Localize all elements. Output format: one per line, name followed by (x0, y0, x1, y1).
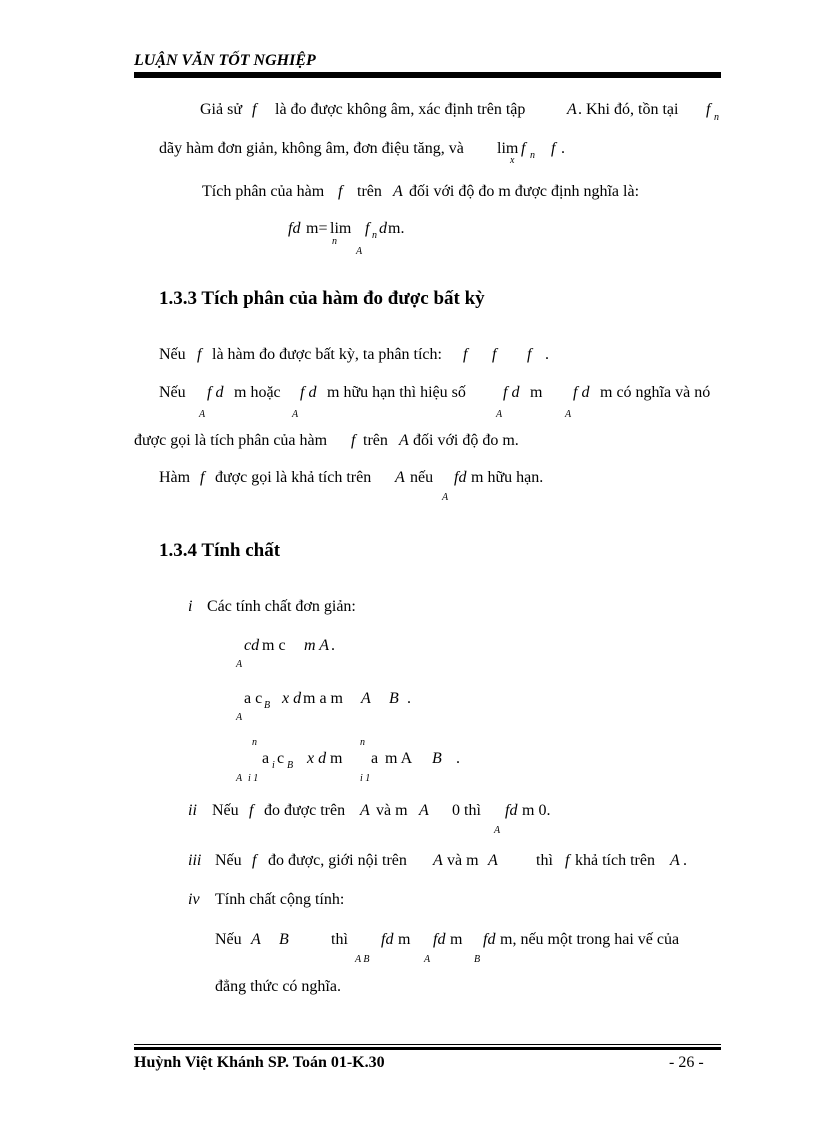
section-133-title: 1.3.3 Tích phân của hàm đo được bất kỳ (159, 288, 485, 309)
f1-d: d (379, 220, 387, 237)
iv-A: A (251, 931, 261, 948)
p2-f: f (551, 140, 556, 157)
s133-l2m4: m có nghĩa và nó (600, 384, 711, 401)
iii-d: thì (536, 852, 553, 869)
f1-lim: lim (330, 220, 352, 237)
p2-x: x (510, 155, 515, 166)
e2-ac: a c (244, 690, 263, 707)
e3-a: a (262, 750, 270, 767)
p2-fn: f (521, 140, 526, 157)
s133-A1: A (199, 409, 206, 420)
s133-l2a: Nếu (159, 384, 186, 401)
footer-rule-thick (134, 1047, 721, 1050)
s133-l2f3: f d (503, 384, 520, 401)
e2-B-sub: B (264, 700, 271, 711)
e2-m: m a m (303, 690, 343, 707)
s133-l2f4: f d (573, 384, 590, 401)
e3-mA: m A (385, 750, 413, 767)
iv-B-under: B (474, 954, 481, 965)
header-rule (134, 72, 721, 78)
s133-l1end: . (545, 346, 549, 363)
e3-c: c (277, 750, 285, 767)
s133-l2f1: f d (207, 384, 224, 401)
e3-end: . (456, 750, 460, 767)
s133-l1b: là hàm đo được bất kỳ, ta phân tích: (212, 346, 442, 363)
f1-A-under: A (356, 246, 363, 257)
ii-f: f (249, 802, 254, 819)
footer-author: Huỳnh Việt Khánh SP. Toán 01-K.30 (134, 1054, 385, 1071)
ii-A: A (360, 802, 370, 819)
p2-n: n (530, 150, 535, 161)
p2-a: dãy hàm đơn giản, không âm, đơn điệu tăng, và (159, 140, 464, 157)
iv-fd1: fd (381, 931, 394, 948)
ii-fd: fd (505, 802, 518, 819)
p2-lim: lim (497, 140, 519, 157)
f1-m2: m. (388, 220, 405, 237)
s133-l1d: f (492, 346, 497, 363)
s133-l3a: được gọi là tích phân của hàm (134, 432, 328, 449)
iv-last: đẳng thức có nghĩa. (215, 978, 341, 995)
s133-l2f2: f d (300, 384, 317, 401)
iv-AB-under: A B (355, 954, 370, 965)
iii-A3: A (670, 852, 680, 869)
e3-i1-b: i 1 (360, 773, 371, 784)
iv-a: Nếu (215, 931, 242, 948)
s133-A4: A (565, 409, 572, 420)
iv-m1: m (398, 931, 411, 948)
p3-A: A (393, 183, 403, 200)
s133-l4d: m hữu hạn. (471, 469, 544, 486)
f1-m1: m= (306, 220, 328, 237)
ii-A2: A (419, 802, 429, 819)
iv-m2: m (450, 931, 463, 948)
s133-l4fd: fd (454, 469, 467, 486)
e3-Bi2: B (432, 750, 442, 767)
p1-f: f (252, 101, 257, 118)
page-number: - 26 - (669, 1054, 704, 1071)
iv-B: B (279, 931, 289, 948)
ii-e: m 0. (522, 802, 551, 819)
s133-l2m2: m hữu hạn thì hiệu số (327, 384, 466, 401)
e2-x: x d (282, 690, 302, 707)
s133-A3: A (496, 409, 503, 420)
p3-a: Tích phân của hàm (202, 183, 325, 200)
f1-fn: f (365, 220, 370, 237)
e3-Bi: B (287, 760, 294, 771)
p3-b: trên (357, 183, 382, 200)
s133-l1f: f (197, 346, 202, 363)
e2-end: . (407, 690, 411, 707)
footer-rule-thin (134, 1044, 721, 1045)
s133-l4c: nếu (410, 469, 434, 486)
p1-a: Giả sử (200, 101, 242, 118)
iii-f2: f (565, 852, 570, 869)
s133-l3A: A (399, 432, 409, 449)
iii-end: . (683, 852, 687, 869)
s133-l3b: trên (363, 432, 388, 449)
p2-end: . (561, 140, 565, 157)
s133-l4b: được gọi là khả tích trên (215, 469, 372, 486)
ii-A-under: A (494, 825, 501, 836)
e3-x: x d (307, 750, 327, 767)
s133-l2m3: m (530, 384, 543, 401)
iii-A2: A (488, 852, 498, 869)
running-header: LUẬN VĂN TỐT NGHIỆP (134, 52, 316, 69)
e3-b: a (371, 750, 379, 767)
ii-c: và m (376, 802, 408, 819)
p3-c: đối với độ đo m được định nghĩa là: (409, 183, 640, 200)
ii-d: 0 thì (452, 802, 481, 819)
iv-b: thì (331, 931, 348, 948)
s133-l1e: f (527, 346, 532, 363)
iv-text: Tính chất cộng tính: (215, 891, 345, 908)
iv-fd2: fd (433, 931, 446, 948)
p1-n: n (714, 112, 719, 123)
e3-n1: n (252, 737, 257, 748)
e2-B: B (389, 690, 399, 707)
e2-A-under: A (236, 712, 243, 723)
s133-l4f: f (200, 469, 205, 486)
ii-a: Nếu (212, 802, 239, 819)
s133-l3f: f (351, 432, 356, 449)
iii-c: và m (447, 852, 479, 869)
prop-ii-label: ii (188, 802, 197, 819)
e2-A: A (361, 690, 371, 707)
e1-end: . (331, 637, 335, 654)
iii-f: f (252, 852, 257, 869)
prop-iv-label: iv (188, 891, 200, 908)
p3-f: f (338, 183, 343, 200)
e1-m: m c (262, 637, 286, 654)
iii-a: Nếu (215, 852, 242, 869)
p1-c: . Khi đó, tồn tại (578, 101, 679, 118)
s133-l4A: A (395, 469, 405, 486)
iv-fd3: fd (483, 931, 496, 948)
e3-A-under: A (236, 773, 243, 784)
iv-m3: m, nếu một trong hai vế của (500, 931, 680, 948)
section-134-title: 1.3.4 Tính chất (159, 540, 281, 561)
e1-mA: m A (304, 637, 330, 654)
ii-b: đo được trên (264, 802, 346, 819)
s133-l1a: Nếu (159, 346, 186, 363)
s133-A2: A (292, 409, 299, 420)
e1-cd: cd (244, 637, 260, 654)
p1-b: là đo được không âm, xác định trên tập (275, 101, 526, 118)
prop-i-label: i (188, 598, 193, 615)
e1-A-under: A (236, 659, 243, 670)
e3-i: i (272, 760, 275, 771)
e3-i1-a: i 1 (248, 773, 259, 784)
p1-fn: f (706, 101, 711, 118)
f1-nsub: n (372, 230, 377, 241)
iii-e: khả tích trên (575, 852, 655, 869)
s133-l2m1: m hoặc (234, 384, 281, 401)
e3-n2: n (360, 737, 365, 748)
iv-A-under: A (424, 954, 431, 965)
s133-l1c: f (463, 346, 468, 363)
e3-m: m (330, 750, 343, 767)
s133-l3c: đối với độ đo m. (413, 432, 519, 449)
prop-i-text: Các tính chất đơn giản: (207, 598, 356, 615)
f1-lhs: fd (288, 220, 301, 237)
iii-A: A (433, 852, 443, 869)
s133-l4-A-under: A (442, 492, 449, 503)
f1-n-under: n (332, 236, 337, 247)
p1-A: A (567, 101, 577, 118)
iii-b: đo được, giới nội trên (268, 852, 407, 869)
prop-iii-label: iii (188, 852, 202, 869)
s133-l4a: Hàm (159, 469, 191, 486)
